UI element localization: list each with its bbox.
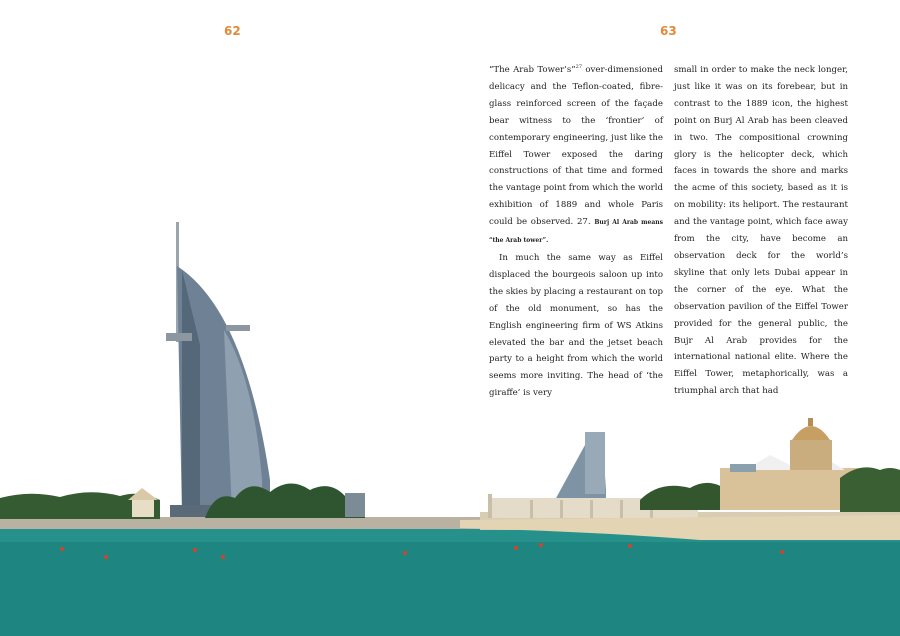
jumeirah-beach-hotel bbox=[555, 432, 606, 502]
right-page-number: 63 bbox=[660, 24, 677, 38]
burj-al-arab-photo bbox=[0, 200, 900, 636]
paragraph-1-lead: “The Arab Tower’s” bbox=[489, 65, 576, 75]
sea bbox=[0, 528, 900, 636]
paragraph-3: small in order to make the neck longer, just like it was on its forebear, but in contrast to the 1889 icon, the highest point on Burj Al Arab has been cleaved in two. The compositional crowning glory is the helicopter deck, which faces in towards the shore and marks the acme of this society, based as it is on mobility: its heliport. The restaurant and the vantage point, which face away from the city, have become an observation deck for the world’s skyline that only lets Dubai appear in the corner of the eye. What the observation pavilion of the Eiffel Tower provided for the general public, the Bujr Al Arab provides for the international national elite. Where the Eiffel Tower, metaphorically, was a triumphal arch that had bbox=[674, 65, 848, 397]
palm-trees-right bbox=[640, 483, 730, 510]
left-page-number: 62 bbox=[224, 24, 241, 38]
paragraph-1-body: over-dimensioned delicacy and the Teflon-coated, fibre-glass reinforced screen of the façade bear witness to the ‘frontier’ of contemporary engineering, just like the Eiffel Tower exposed the daring constructions of that time and formed the vantage point from which the world exhibition of 1889 and whole Paris could be observed. 27. bbox=[489, 65, 663, 228]
footnote-marker: 27 bbox=[575, 64, 583, 71]
burj-al-arab-tower bbox=[166, 222, 270, 517]
footnote-text: Burj Al Arab means “the Arab tower”. bbox=[489, 219, 663, 245]
paragraph-2: In much the same way as Eiffel displaced the bourgeois saloon up into the skies by placing a restaurant on top of the old monument, so has the English engineering firm of WS Atkins elevated the bar and the jetset beach party to a height from which the world seems more inviting. The head of ‘the giraffe’ is very bbox=[489, 252, 663, 399]
